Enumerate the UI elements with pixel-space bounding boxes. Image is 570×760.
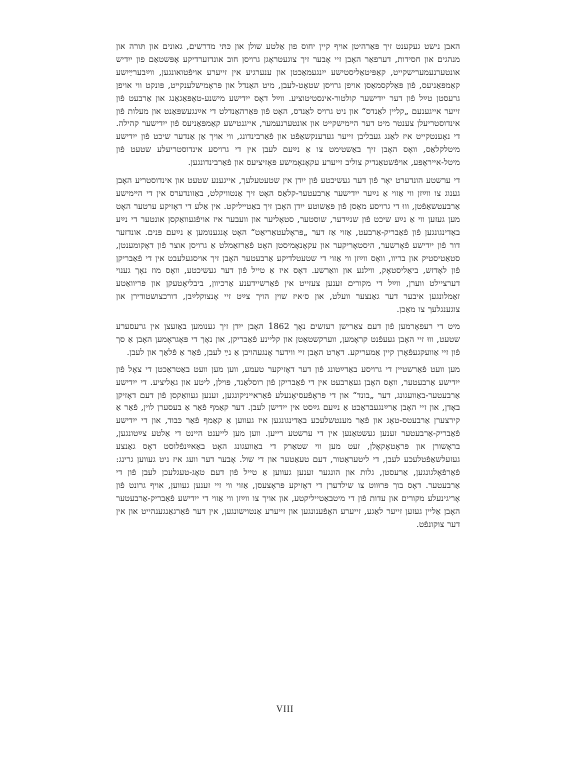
paragraph-3: מיט די רעפאָרמען פֿון דעם צאַרישן רעזשים נאָך 1862 האָבן ייִדן זיך גענומען באַזעצן אין גרעסערע שטעט, וווּ זיי האָבן געעפֿנט קראָמען, ווערקשטאַטן און קליינע פֿאַבריקן, און נאָך די פּאָגראָמען האָבן אַ סך פֿון זיי אַוועקגעפֿאָרן קיין אַמעריקע. דאָרט האָבן זיי ווידער אָנגעהויבן אַ נײַ לעבן, פֿאַר אַ פֿלאַך און לעבן.: [116, 321, 460, 357]
paragraph-1: האבן נישט געקענט זיך פּאַרהיטן אויף קיין יחוס פון אַלטע שולן און כּתּי מדרשים, גאונים און תּורה און מנהגים און חסידות, דערפאַר האָבן זיי אָבער זיך צוגעטראָגן גרויסן חוב אונדזערדיקע אָפּשטאַם פון ייִדיש אונטערנעמערישקייט, קאַפּיטאַליסטישע ייִנגעמאַכטן און ענערגיע אין זייערע אויפֿטואונגען, ווײַבערײַיִשע קאַמפּאַניעס, פֿון פּאַלקסמאַסן אויפן גרויסן שטאָט-לעבן, מיט האַנדל און פּראָמישלענקײט, פּונקט ווי אויפן גרעסטן טײַל פֿון דער ייִדישער קולטור-אינסטיטוציע. ווײַל דאָס ייִדישע מישנע-טאָפּאַגאַנג און אַרבעט פֿון זייער אייגענעם „קליין לאַנדס“ און ניט גרויס לאַנדס, האָט פֿון פּאַרהאַנדלט די אײַנגעשפּאַנט און מעלות פֿון אינדוסטריעלן צענטר מיט דער הײמישקייט און אונטערנעמער, אייגנטישע קאַמפּאַניעס פֿון ייִדישער קהילה. די נאָענטקייט איז לאַנג געבליבן זייער געדענקשאַפֿט און פֿאַרבינדונג, ווי אויך אַן אַנדער שיכט פֿון ייִדישע מיטלקלאַס, וואָס האָבן זיך באַשטימט צו אַ נײַעם לעבן אין די גרויסע אינדוסטריעלע שטעט פֿון מיטל-אייראָפּע, אויפֿשטאַנדיק צוליב זייערע עקאָנאָמישע פּאָזיציעס און פֿאַרבינדונגען.: [116, 41, 460, 168]
page-number: VIII: [276, 704, 294, 714]
paragraph-2: די ערשטע הונדערט יאָר פֿון דער געשיכטע פֿון ייִדן אין שטעטעלעך, אייגענע שטעט און אינדוסטריע האָבן גענוג צו ווײַזן ווי אַזוי אַ נײַער ייִדישער אַרבעטער-קלאַס האָט זיך אַנטוויקלט, באַזונדערס אין די הײמישע אַרבעטשאַפֿטן, וווּ די גרויסע מאַסן פֿון פּאַשוטע ייִדן האָבן זיך באַטייליקט. אין אַלע די דאָזיקע ערטער האָט מען געזען ווי אַ נײַע שיכט פֿון שנײַדער, שוסטער, סטאָליער און וועבער איז אויפֿגעוואַקסן אונטער די נײַע באַדינגונגען פֿון פֿאַבריק-אַרבעט, אַזוי אַז דער „פּראָלעטאַריאַט“ האָט אָנגענומען אַ נײַעם פּנים. אונדזער דור פֿון ייִדישע פֿאָרשער, היסטאָריקער און עקאָנאָמיסטן האָט פֿאַרזאַמלט אַ גרויסן אוצר פֿון דאָקומענטן, סטאַטיסטיק און בריוו, וואָס ווײַזן ווי אַזוי די שטעטלדיקע אַרבעטער האָבן זיך אויסגעלעבט אין די פֿאַבריקן פֿון לאָדזש, ביאַליסטאָק, ווילנע און וואַרשע. דאָס איז אַ טייל פֿון דער געשיכטע, וואָס מוז נאָך גענוי דערציילט ווערן, ווײַל די מקורים זענען צעזייט אין פֿאַרשיידענע אַרכיוון, ביבליאָטעקן און פּריוואַטע זאַמלונגען איבער דער גאַנצער וועלט, און ס׳איז שוין הויך צײַט זיי אָנצוקלײַבן, דורכצושטודירן און צוגענגלעך צו מאַכן.: [116, 175, 460, 315]
page-text-block: [116, 40, 460, 531]
paragraph-4: מען וועט פֿאַרשטיין די גרויסע באַדײַטונג פֿון דער דאָזיקער טעמע, ווען מען וועט באַטראַכטן די צאָל פֿון ייִדישע אַרבעטער, וואָס האָבן געאַרבעט אין די פֿאַבריקן פֿון רוסלאַנד, פּוילן, ליטע און גאַליציע. די ייִדישע אַרבעטער-באַוועגונג, דער „בונד“ און די פּראָפֿעסיאָנעלע פֿאַראייניקונגען, זענען געוואַקסן פֿון דעם דאָזיקן באָדן, און זיי האָבן אַרײַנגעבראַכט אַ נײַעם גײַסט אין ייִדישן לעבן. דער קאַמף פֿאַר אַ בעסערן לוין, פֿאַר אַ קירצערן אַרבעטס-טאָג און פֿאַר מענטשלעכע באַדינגונגען איז געווען אַ קאַמף פֿאַר כּבוד, און די ייִדישע פֿאַבריק-אַרבעטער זענען געשטאַנען אין די ערשטע רייען. ווען מען לייענט היינט די אַלטע צײַטונגען, בראָשורן און פּראָטאָקאָלן, זעט מען ווי שטאַרק די באַוועגונג האָט באַאײַנפֿלוסט דאָס גאַנצע געזעלשאַפֿטלעכע לעבן, די ליטעראַטור, דעם טעאַטער און די שול. אָבער דער וועג איז ניט געווען גרינג: פֿאַרפֿאָלגונגען, אַרעסטן, גלות און הונגער זענען געווען אַ טייל פֿון דעם טאָג-טעגלעכן לעבן פֿון די אַרבעטער. דאָס בוך פּרוּווט צו שילדערן די דאָזיקע פּראָצעסן, אַזוי ווי זיי זענען געווען, אויף גרונט פֿון אָריגינעלע מקורים און עדות פֿון די מיטבאַטייליקטע, און אויך צו ווײַזן ווי אַזוי די ייִדישע פֿאַבריק-אַרבעטער האָבן אַליין געזען זייער לאַגע, זייערע האָפֿענונגען און זייערע אַנטוישונגען, אין דער פֿאַרגאַנגענהייט און אין דער צוקונפֿט.: [116, 363, 460, 529]
